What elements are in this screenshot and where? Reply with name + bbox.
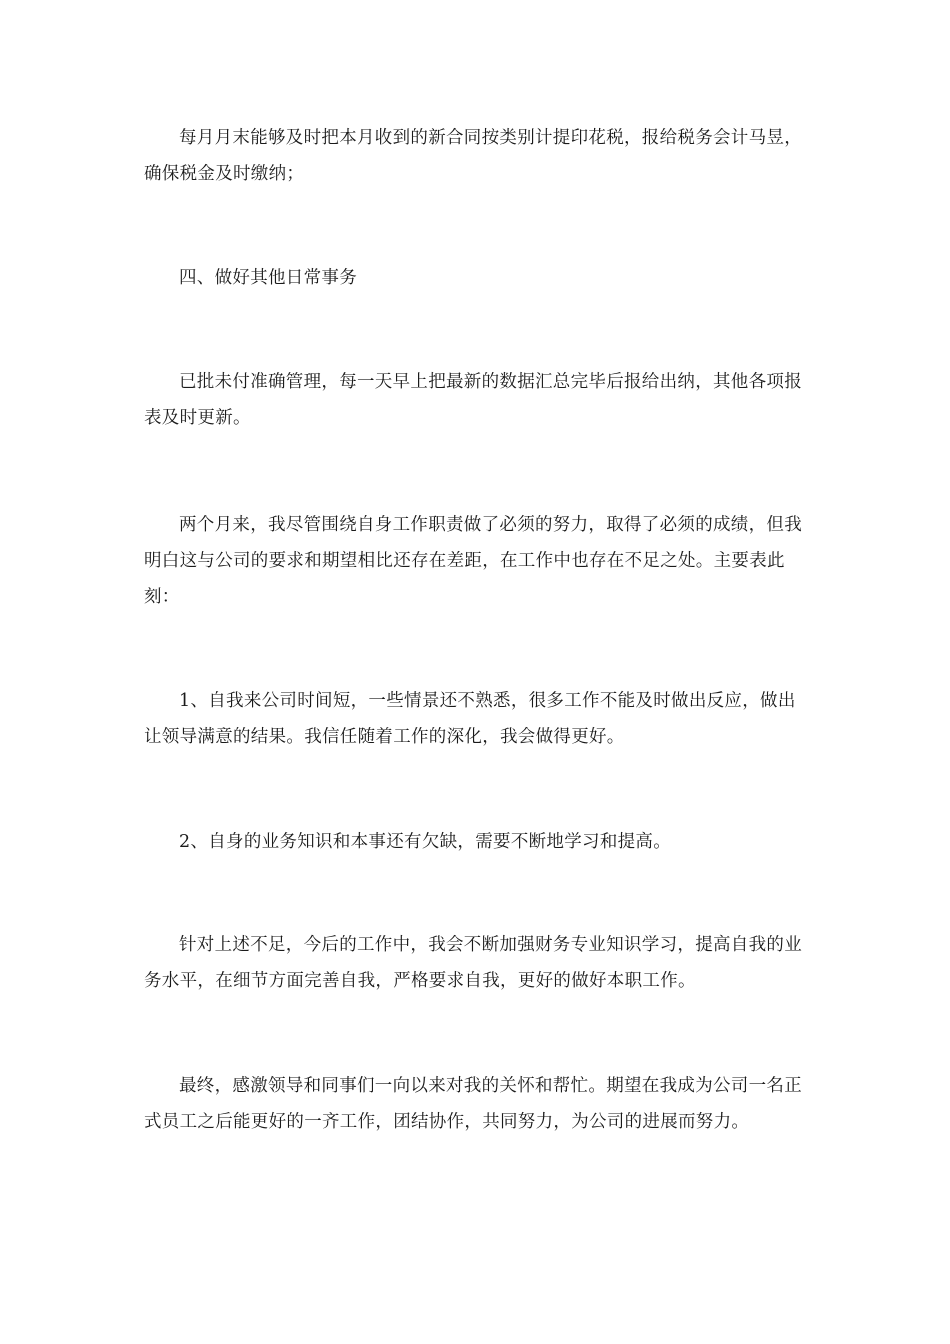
- paragraph-closing-thanks: 最终，感激领导和同事们一向以来对我的关怀和帮忙。期望在我成为公司一名正式员工之后能更好的一齐工作，团结协作，共同努力，为公司的进展而努力。: [144, 1076, 802, 1132]
- paragraph-stamp-tax: 每月月末能够及时把本月收到的新合同按类别计提印花税，报给税务会计马昱，确保税金及时缴纳；: [144, 128, 802, 184]
- paragraph-unpaid-management: 已批未付准确管理，每一天早上把最新的数据汇总完毕后报给出纳，其他各项报表及时更新。: [144, 372, 802, 428]
- section-heading-daily-affairs: 四、做好其他日常事务: [179, 268, 357, 288]
- paragraph-improvement-plan: 针对上述不足，今后的工作中，我会不断加强财务专业知识学习，提高自我的业务水平，在细节方面完善自我，严格要求自我，更好的做好本职工作。: [144, 935, 802, 991]
- paragraph-shortcoming-2: 2、自身的业务知识和本事还有欠缺，需要不断地学习和提高。: [179, 832, 672, 852]
- paragraph-shortcoming-1: 1、自我来公司时间短，一些情景还不熟悉，很多工作不能及时做出反应，做出让领导满意的结果。我信任随着工作的深化，我会做得更好。: [144, 691, 796, 747]
- paragraph-two-months-summary: 两个月来，我尽管围绕自身工作职责做了必须的努力，取得了必须的成绩，但我明白这与公司的要求和期望相比还存在差距，在工作中也存在不足之处。主要表此刻：: [144, 515, 802, 607]
